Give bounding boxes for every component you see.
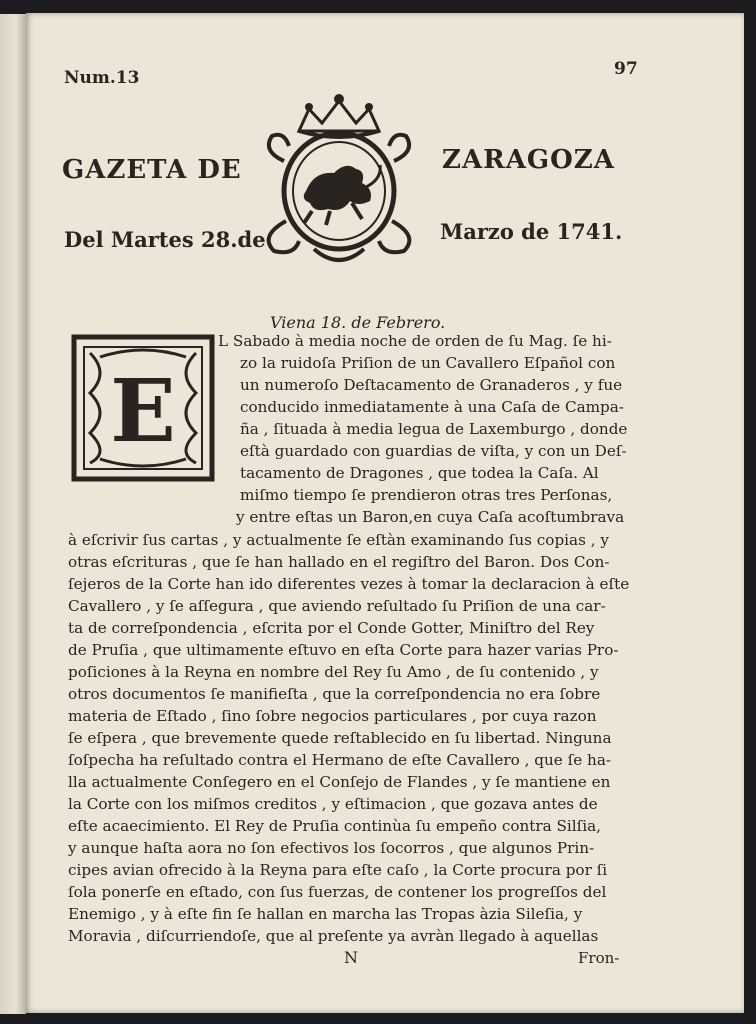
article-line: y entre eſtas un Baron,en cuya Caſa acoſtumbrava [236,508,625,526]
article-line: Cavallero , y ſe aſſegura , que aviendo reſultado ſu Priſion de una car- [68,597,606,615]
article-line: L Sabado à media noche de orden de ſu Mag. ſe hi- [218,332,612,350]
article-line: à eſcrivir ſus cartas , y actualmente ſe eſtàn examinando ſus copias , y [68,531,609,549]
issue-date-right: Marzo de 1741. [440,219,623,244]
article-line: eſtà guardado con guardias de viſta, y con un Deſ- [240,442,627,460]
article-line: ſejeros de la Corte han ido diferentes vezes à tomar la declaracion à eſte [68,575,630,593]
masthead-title-right: ZARAGOZA [442,145,615,175]
page-number: 97 [614,59,638,79]
article-line: miſmo tiempo ſe prendieron otras tres Perſonas, [240,486,613,504]
article-line: poſiciones à la Reyna en nombre del Rey ſu Amo , de ſu contenido , y [68,663,599,681]
article-line: la Corte con los miſmos creditos , y eſtimacion , que gozava antes de [68,795,598,813]
article-line: Enemigo , y à eſte fin ſe hallan en marcha las Tropas àzia Sileſia, y [68,905,583,923]
article-line: un numeroſo Deſtacamento de Granaderos , y fue [240,376,623,394]
article-line: ta de correſpondencia , eſcrita por el Conde Gotter, Miniſtro del Rey [68,619,595,637]
left-page-edge [0,14,26,1014]
article-line: zo la ruidoſa Priſion de un Cavallero Eſpañol con [240,354,616,372]
article-line: eſte acaecimiento. El Rey de Pruſia continùa ſu empeño contra Silſia, [68,817,601,835]
article-line: ſe eſpera , que brevemente quede reſtablecido en ſu libertad. Ninguna [68,729,612,747]
article-line: ña , ſituada à media legua de Laxemburgo , donde [240,420,628,438]
article-line: ſola ponerſe en eſtado, con ſus fuerzas, de contener los progreſſos del [68,883,607,901]
catchword: Fron- [578,949,620,967]
article-line: otras eſcrituras , que ſe han hallado en el regiſtro del Baron. Dos Con- [68,553,610,571]
article-line: conducido inmediatamente à una Caſa de Campa- [240,398,624,416]
article-line: otros documentos ſe manifieſta , que la correſpondencia no era ſobre [68,685,601,703]
decorated-initial-E [70,333,216,483]
issue-number: Num.13 [64,68,140,88]
article-line: ſoſpecha ha reſultado contra el Hermano de eſte Cavallero , que ſe ha- [68,751,612,769]
crest-lion-icon [254,91,424,276]
article-line: y aunque haſta aora no ſon efectivos los ſocorros , que algunos Prin- [68,839,595,857]
article-line: de Pruſia , que ultimamente eſtuvo en eſta Corte para hazer varias Pro- [68,641,619,659]
article-line: tacamento de Dragones , que todea la Caſa. Al [240,464,599,482]
article-line: materia de Eſtado , ſino ſobre negocios particulares , por cuya razon [68,707,597,725]
article-line: Moravia , diſcurriendoſe, que al preſente ya avràn llegado à aquellas [68,927,599,945]
article-line: cipes avian ofrecido à la Reyna para eſte caſo , la Corte procura por ſi [68,861,608,879]
article-line: lla actualmente Conſegero en el Conſejo de Flandes , y ſe mantiene en [68,773,611,791]
masthead-title-left: GAZETA DE [62,155,242,185]
issue-date-left: Del Martes 28.de [64,227,266,252]
article-dateline: Viena 18. de Febrero. [270,313,446,332]
gazette-page [26,13,744,1013]
initial-letter: E [110,361,176,462]
signature-mark: N [344,948,358,967]
